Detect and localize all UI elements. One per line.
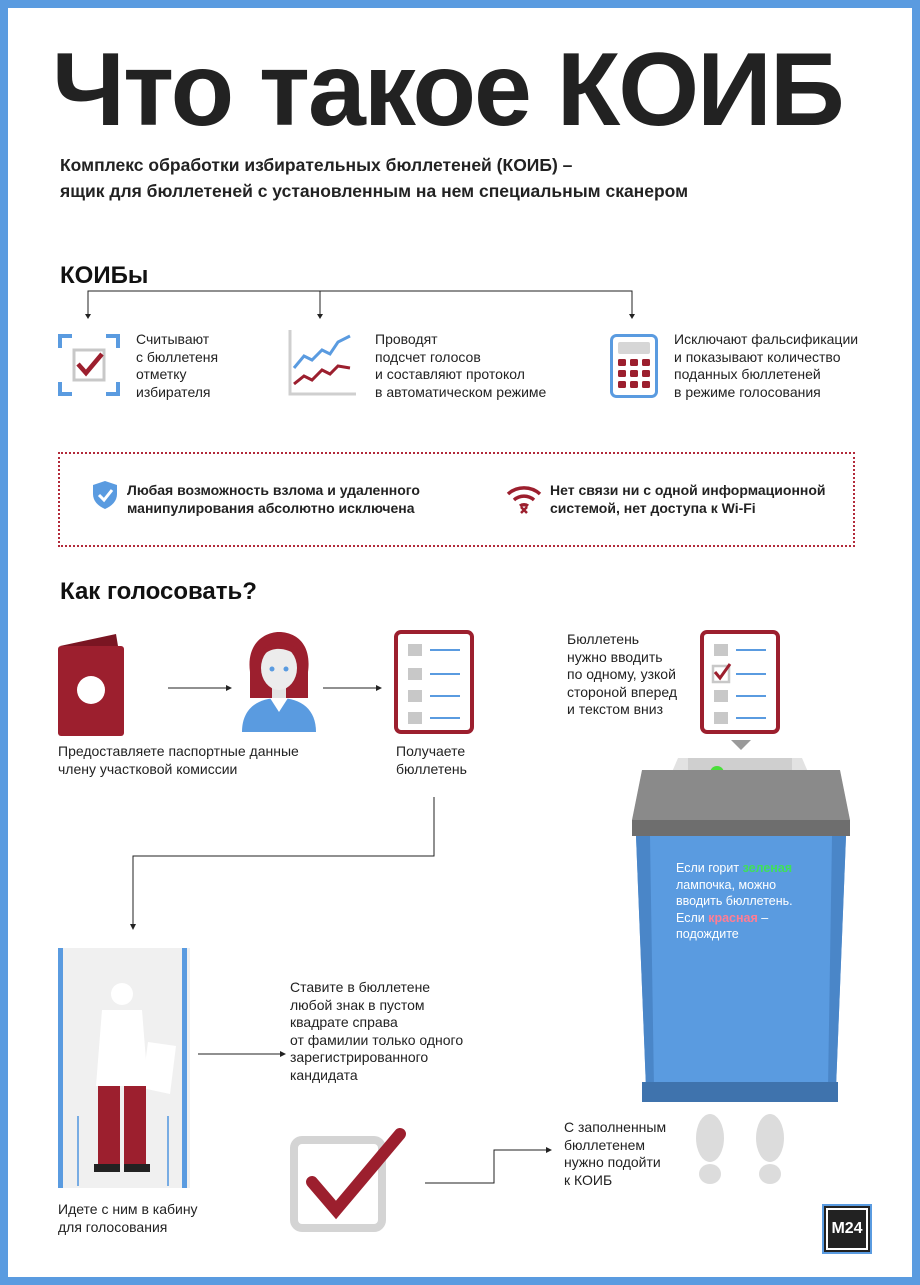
page-title: Что такое КОИБ	[52, 32, 843, 148]
feature-2-text: Проводят подсчет голосов и составляют протокол в автоматическом режиме	[375, 331, 547, 400]
step-approach-text: С заполненным бюллетенем нужно подойти к КОИБ	[564, 1119, 667, 1188]
m24-logo: M24	[822, 1204, 872, 1254]
how-heading: Как голосовать?	[60, 578, 257, 605]
security-text-1: Любая возможность взлома и удаленного манипулирования абсолютно исключена	[127, 482, 420, 516]
marked-ballot-icon	[700, 630, 780, 734]
voting-booth	[58, 946, 190, 1190]
calculator-icon	[610, 334, 658, 398]
shield-check-icon	[92, 480, 118, 510]
ballot-icon	[394, 630, 474, 734]
big-checkmark-icon	[290, 1126, 408, 1232]
checkbox-scan-icon	[58, 334, 120, 396]
green-word: зеленая	[742, 861, 793, 875]
red-word: красная	[708, 910, 758, 925]
step-booth-text: Идете с ним в кабину для голосования	[58, 1201, 198, 1235]
koibs-heading: КОИБы	[60, 262, 149, 289]
step-passport-text: Предоставляете паспортные данные члену участковой комиссии	[58, 743, 299, 777]
security-text-2: Нет связи ни с одной информационной системой, нет доступа к Wi-Fi	[550, 482, 826, 516]
commission-member-avatar	[242, 632, 316, 732]
footprints-icon	[694, 1114, 790, 1186]
wifi-off-icon	[506, 484, 542, 512]
page-subtitle: Комплекс обработки избирательных бюллетеней (КОИБ) – ящик для бюллетеней с установленным на нем специальным сканером	[60, 155, 689, 201]
step-mark-text: Ставите в бюллетене любой знак в пустом квадрате справа от фамилии только одного зарегистрированного кандидата	[290, 979, 464, 1083]
step-insert-text: Бюллетень нужно вводить по одному, узкой стороной вперед и текстом вниз	[567, 631, 678, 717]
lamp-instructions: Если горит зеленая лампочка, можно вводить бюллетень. Если красная – подождите	[676, 861, 793, 941]
feature-3-text: Исключают фальсификации и показывают количество поданных бюллетеней в режиме голосования	[674, 331, 859, 400]
feature-1-text: Считывают с бюллетеня отметку избирателя	[136, 331, 219, 400]
line-chart-icon	[286, 330, 356, 398]
step-ballot-text: Получаете бюллетень	[396, 743, 467, 777]
passport-icon	[58, 632, 126, 736]
